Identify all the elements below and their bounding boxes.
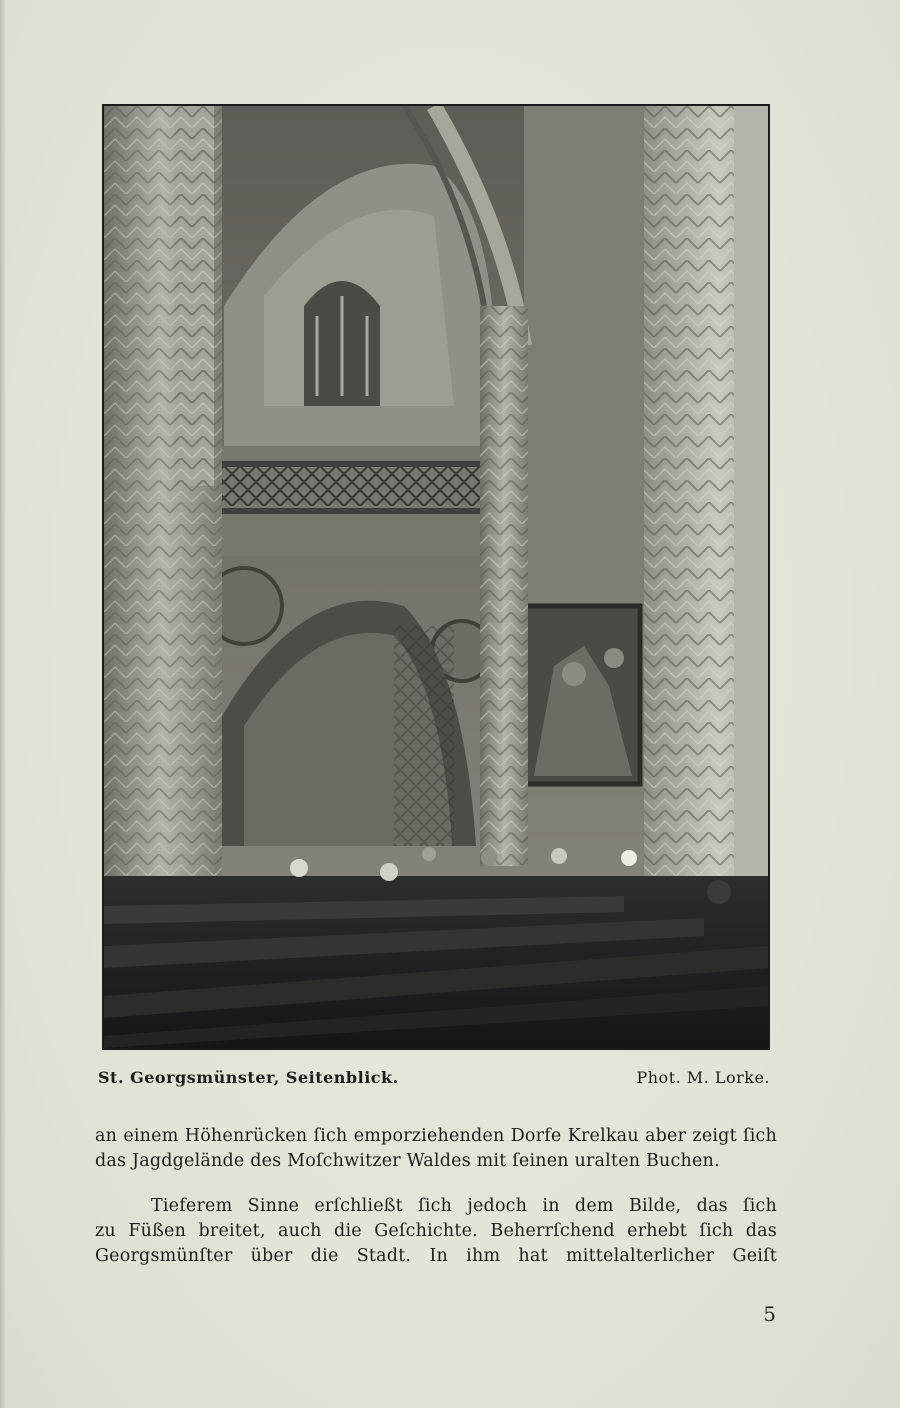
text-line: Tieferem Sinne erſchließt ſich jedoch in dem Bilde, das ſich [151,1196,777,1216]
body-text [95,1124,777,1269]
text-line: an einem Höhenrücken ſich emporziehenden Dorfe Krelkau aber zeigt ſich [95,1126,777,1146]
paragraph [95,1124,777,1174]
text-line: Georgsmünſter über die Stadt. In ihm hat mittelalterlicher Geiſt [95,1246,777,1266]
caption-title: St. Georgsmünster, Seitenblick. [98,1068,399,1087]
text-line: das Jagdgelände des Moſchwitzer Waldes mit ſeinen uralten Buchen. [95,1151,720,1171]
photo-illustration [104,106,768,1048]
paragraph [95,1194,777,1269]
page-number: 5 [763,1302,776,1326]
page-edge-shadow [0,0,6,1408]
church-interior-photo [102,104,770,1050]
photo-credit: Phot. M. Lorke. [636,1068,770,1087]
photo-caption [98,1068,770,1094]
text-line: zu Füßen breitet, auch die Geſchichte. Beherrſchend erhebt ſich das [95,1221,777,1241]
